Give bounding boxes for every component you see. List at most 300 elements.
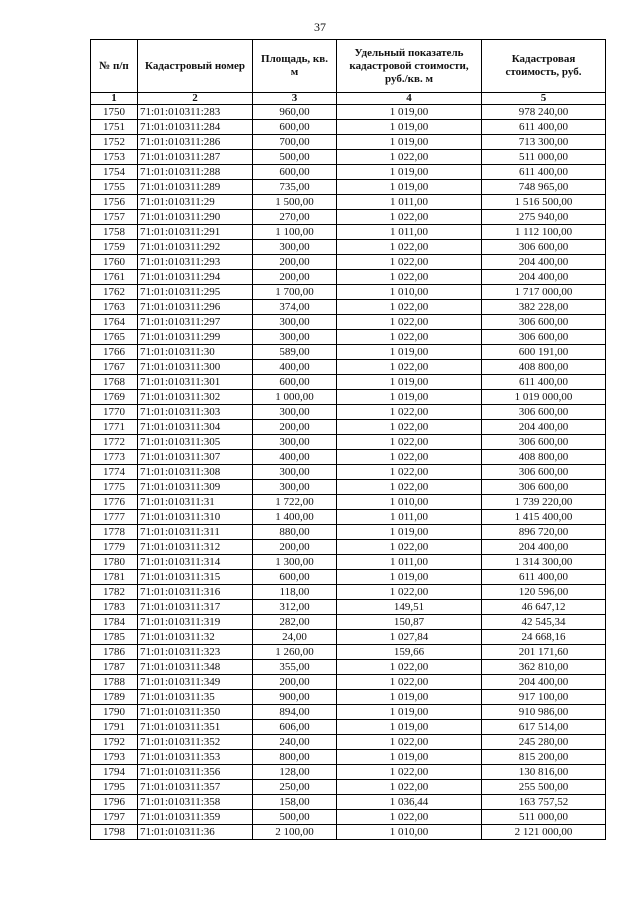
area-cell: 300,00 <box>253 480 337 495</box>
cadastral-number-cell: 71:01:010311:309 <box>138 480 253 495</box>
table-row <box>91 645 606 660</box>
area-cell: 270,00 <box>253 210 337 225</box>
row-number-cell: 1781 <box>91 570 138 585</box>
cadastral-number-cell: 71:01:010311:311 <box>138 525 253 540</box>
area-cell: 128,00 <box>253 765 337 780</box>
area-cell: 400,00 <box>253 450 337 465</box>
area-cell: 300,00 <box>253 435 337 450</box>
table-row <box>91 765 606 780</box>
cadastral-number-cell: 71:01:010311:351 <box>138 720 253 735</box>
cadastral-value-cell: 910 986,00 <box>482 705 606 720</box>
cadastral-number-cell: 71:01:010311:305 <box>138 435 253 450</box>
unit-value-cell: 1 011,00 <box>337 225 482 240</box>
row-number-cell: 1787 <box>91 660 138 675</box>
cadastral-value-cell: 306 600,00 <box>482 330 606 345</box>
table-row <box>91 105 606 120</box>
row-number-cell: 1772 <box>91 435 138 450</box>
area-cell: 355,00 <box>253 660 337 675</box>
cadastral-value-cell: 2 121 000,00 <box>482 825 606 840</box>
row-number-cell: 1786 <box>91 645 138 660</box>
area-cell: 374,00 <box>253 300 337 315</box>
unit-value-cell: 1 022,00 <box>337 810 482 825</box>
area-cell: 960,00 <box>253 105 337 120</box>
unit-value-cell: 1 019,00 <box>337 120 482 135</box>
cadastral-value-cell: 201 171,60 <box>482 645 606 660</box>
row-number-cell: 1753 <box>91 150 138 165</box>
row-number-cell: 1778 <box>91 525 138 540</box>
area-cell: 300,00 <box>253 330 337 345</box>
area-cell: 600,00 <box>253 165 337 180</box>
row-number-cell: 1769 <box>91 390 138 405</box>
area-cell: 200,00 <box>253 255 337 270</box>
cadastral-number-cell: 71:01:010311:315 <box>138 570 253 585</box>
area-cell: 600,00 <box>253 120 337 135</box>
row-number-cell: 1770 <box>91 405 138 420</box>
unit-value-cell: 1 019,00 <box>337 525 482 540</box>
row-number-cell: 1798 <box>91 825 138 840</box>
table-header-row <box>91 40 606 93</box>
cadastral-value-cell: 204 400,00 <box>482 675 606 690</box>
row-number-cell: 1790 <box>91 705 138 720</box>
index-cell: 3 <box>253 93 337 105</box>
row-number-cell: 1788 <box>91 675 138 690</box>
area-cell: 600,00 <box>253 570 337 585</box>
row-number-cell: 1766 <box>91 345 138 360</box>
unit-value-cell: 1 019,00 <box>337 390 482 405</box>
table-row <box>91 240 606 255</box>
cadastral-number-cell: 71:01:010311:304 <box>138 420 253 435</box>
table-row <box>91 360 606 375</box>
area-cell: 200,00 <box>253 420 337 435</box>
cadastral-value-cell: 1 019 000,00 <box>482 390 606 405</box>
row-number-cell: 1754 <box>91 165 138 180</box>
cadastral-number-cell: 71:01:010311:289 <box>138 180 253 195</box>
table-row <box>91 600 606 615</box>
table-row <box>91 585 606 600</box>
cadastral-value-cell: 24 668,16 <box>482 630 606 645</box>
cadastral-number-cell: 71:01:010311:291 <box>138 225 253 240</box>
unit-value-cell: 1 019,00 <box>337 180 482 195</box>
row-number-cell: 1783 <box>91 600 138 615</box>
unit-value-cell: 1 022,00 <box>337 480 482 495</box>
cadastral-number-cell: 71:01:010311:32 <box>138 630 253 645</box>
table-row <box>91 195 606 210</box>
area-cell: 500,00 <box>253 150 337 165</box>
area-cell: 400,00 <box>253 360 337 375</box>
area-cell: 500,00 <box>253 810 337 825</box>
row-number-cell: 1789 <box>91 690 138 705</box>
unit-value-cell: 159,66 <box>337 645 482 660</box>
cadastral-value-cell: 1 717 000,00 <box>482 285 606 300</box>
cadastral-value-cell: 46 647,12 <box>482 600 606 615</box>
cadastral-number-cell: 71:01:010311:301 <box>138 375 253 390</box>
unit-value-cell: 1 022,00 <box>337 420 482 435</box>
row-number-cell: 1779 <box>91 540 138 555</box>
row-number-cell: 1761 <box>91 270 138 285</box>
unit-value-cell: 1 027,84 <box>337 630 482 645</box>
row-number-cell: 1782 <box>91 585 138 600</box>
table-row <box>91 150 606 165</box>
area-cell: 200,00 <box>253 540 337 555</box>
cadastral-number-cell: 71:01:010311:293 <box>138 255 253 270</box>
cadastral-number-cell: 71:01:010311:303 <box>138 405 253 420</box>
cadastral-number-cell: 71:01:010311:356 <box>138 765 253 780</box>
row-number-cell: 1791 <box>91 720 138 735</box>
unit-value-cell: 1 010,00 <box>337 495 482 510</box>
unit-value-cell: 1 022,00 <box>337 765 482 780</box>
cadastral-value-cell: 1 739 220,00 <box>482 495 606 510</box>
table-row <box>91 420 606 435</box>
cadastral-number-cell: 71:01:010311:353 <box>138 750 253 765</box>
cadastral-value-cell: 600 191,00 <box>482 345 606 360</box>
area-cell: 880,00 <box>253 525 337 540</box>
unit-value-cell: 1 022,00 <box>337 435 482 450</box>
area-cell: 1 300,00 <box>253 555 337 570</box>
cadastral-value-cell: 306 600,00 <box>482 435 606 450</box>
area-cell: 894,00 <box>253 705 337 720</box>
row-number-cell: 1757 <box>91 210 138 225</box>
unit-value-cell: 1 010,00 <box>337 285 482 300</box>
row-number-cell: 1775 <box>91 480 138 495</box>
table-row <box>91 405 606 420</box>
cadastral-number-cell: 71:01:010311:294 <box>138 270 253 285</box>
table-row <box>91 375 606 390</box>
row-number-cell: 1759 <box>91 240 138 255</box>
table-row <box>91 165 606 180</box>
cadastral-number-cell: 71:01:010311:299 <box>138 330 253 345</box>
row-number-cell: 1764 <box>91 315 138 330</box>
cadastral-value-cell: 408 800,00 <box>482 450 606 465</box>
row-number-cell: 1773 <box>91 450 138 465</box>
unit-value-cell: 1 022,00 <box>337 585 482 600</box>
unit-value-cell: 1 022,00 <box>337 405 482 420</box>
row-number-cell: 1785 <box>91 630 138 645</box>
cadastral-number-cell: 71:01:010311:284 <box>138 120 253 135</box>
row-number-cell: 1784 <box>91 615 138 630</box>
cadastral-value-cell: 130 816,00 <box>482 765 606 780</box>
unit-value-cell: 1 019,00 <box>337 105 482 120</box>
unit-value-cell: 1 022,00 <box>337 540 482 555</box>
row-number-cell: 1768 <box>91 375 138 390</box>
cadastral-value-cell: 204 400,00 <box>482 270 606 285</box>
row-number-cell: 1795 <box>91 780 138 795</box>
area-cell: 300,00 <box>253 465 337 480</box>
cadastral-number-cell: 71:01:010311:350 <box>138 705 253 720</box>
index-cell: 5 <box>482 93 606 105</box>
area-cell: 1 260,00 <box>253 645 337 660</box>
table-row <box>91 810 606 825</box>
table-row <box>91 825 606 840</box>
unit-value-cell: 1 019,00 <box>337 165 482 180</box>
unit-value-cell: 149,51 <box>337 600 482 615</box>
cadastral-number-cell: 71:01:010311:302 <box>138 390 253 405</box>
unit-value-cell: 1 022,00 <box>337 780 482 795</box>
cadastral-number-cell: 71:01:010311:308 <box>138 465 253 480</box>
table-row <box>91 330 606 345</box>
unit-value-cell: 1 022,00 <box>337 735 482 750</box>
area-cell: 158,00 <box>253 795 337 810</box>
cadastral-number-cell: 71:01:010311:312 <box>138 540 253 555</box>
cadastral-number-cell: 71:01:010311:296 <box>138 300 253 315</box>
row-number-cell: 1792 <box>91 735 138 750</box>
unit-value-cell: 1 019,00 <box>337 345 482 360</box>
table-row <box>91 555 606 570</box>
cadastral-number-cell: 71:01:010311:290 <box>138 210 253 225</box>
cadastral-value-cell: 306 600,00 <box>482 405 606 420</box>
index-cell: 2 <box>138 93 253 105</box>
row-number-cell: 1750 <box>91 105 138 120</box>
table-row <box>91 270 606 285</box>
cadastral-value-cell: 1 415 400,00 <box>482 510 606 525</box>
area-cell: 240,00 <box>253 735 337 750</box>
table-row <box>91 615 606 630</box>
table-row <box>91 180 606 195</box>
unit-value-cell: 1 011,00 <box>337 195 482 210</box>
unit-value-cell: 1 011,00 <box>337 510 482 525</box>
table-row <box>91 480 606 495</box>
cadastral-value-cell: 511 000,00 <box>482 150 606 165</box>
table-row <box>91 510 606 525</box>
area-cell: 735,00 <box>253 180 337 195</box>
header-row-number: № п/п <box>91 40 138 93</box>
area-cell: 1 100,00 <box>253 225 337 240</box>
area-cell: 2 100,00 <box>253 825 337 840</box>
area-cell: 24,00 <box>253 630 337 645</box>
row-number-cell: 1780 <box>91 555 138 570</box>
cadastral-number-cell: 71:01:010311:287 <box>138 150 253 165</box>
cadastral-number-cell: 71:01:010311:288 <box>138 165 253 180</box>
cadastral-number-cell: 71:01:010311:359 <box>138 810 253 825</box>
cadastral-value-cell: 617 514,00 <box>482 720 606 735</box>
table-row <box>91 690 606 705</box>
index-cell: 4 <box>337 93 482 105</box>
cadastral-value-cell: 306 600,00 <box>482 240 606 255</box>
area-cell: 606,00 <box>253 720 337 735</box>
area-cell: 600,00 <box>253 375 337 390</box>
unit-value-cell: 1 019,00 <box>337 750 482 765</box>
cadastral-number-cell: 71:01:010311:307 <box>138 450 253 465</box>
area-cell: 200,00 <box>253 270 337 285</box>
cadastral-number-cell: 71:01:010311:286 <box>138 135 253 150</box>
cadastral-number-cell: 71:01:010311:319 <box>138 615 253 630</box>
cadastral-value-table <box>90 39 606 840</box>
unit-value-cell: 1 019,00 <box>337 570 482 585</box>
row-number-cell: 1763 <box>91 300 138 315</box>
unit-value-cell: 1 022,00 <box>337 270 482 285</box>
table-row <box>91 345 606 360</box>
row-number-cell: 1793 <box>91 750 138 765</box>
area-cell: 1 000,00 <box>253 390 337 405</box>
unit-value-cell: 1 019,00 <box>337 720 482 735</box>
table-row <box>91 780 606 795</box>
table-row <box>91 285 606 300</box>
cadastral-value-cell: 382 228,00 <box>482 300 606 315</box>
cadastral-number-cell: 71:01:010311:31 <box>138 495 253 510</box>
cadastral-number-cell: 71:01:010311:283 <box>138 105 253 120</box>
cadastral-number-cell: 71:01:010311:35 <box>138 690 253 705</box>
cadastral-value-cell: 896 720,00 <box>482 525 606 540</box>
table-row <box>91 795 606 810</box>
row-number-cell: 1776 <box>91 495 138 510</box>
cadastral-value-cell: 245 280,00 <box>482 735 606 750</box>
unit-value-cell: 150,87 <box>337 615 482 630</box>
area-cell: 300,00 <box>253 405 337 420</box>
cadastral-number-cell: 71:01:010311:317 <box>138 600 253 615</box>
cadastral-value-cell: 42 545,34 <box>482 615 606 630</box>
area-cell: 200,00 <box>253 675 337 690</box>
table-row <box>91 465 606 480</box>
unit-value-cell: 1 022,00 <box>337 330 482 345</box>
row-number-cell: 1774 <box>91 465 138 480</box>
cadastral-number-cell: 71:01:010311:323 <box>138 645 253 660</box>
table-row <box>91 570 606 585</box>
row-number-cell: 1777 <box>91 510 138 525</box>
unit-value-cell: 1 022,00 <box>337 255 482 270</box>
unit-value-cell: 1 022,00 <box>337 675 482 690</box>
unit-value-cell: 1 019,00 <box>337 690 482 705</box>
table-row <box>91 120 606 135</box>
unit-value-cell: 1 022,00 <box>337 300 482 315</box>
cadastral-value-cell: 255 500,00 <box>482 780 606 795</box>
area-cell: 250,00 <box>253 780 337 795</box>
row-number-cell: 1758 <box>91 225 138 240</box>
cadastral-value-cell: 713 300,00 <box>482 135 606 150</box>
row-number-cell: 1760 <box>91 255 138 270</box>
unit-value-cell: 1 011,00 <box>337 555 482 570</box>
unit-value-cell: 1 010,00 <box>337 825 482 840</box>
table-row <box>91 525 606 540</box>
table-row <box>91 390 606 405</box>
area-cell: 300,00 <box>253 240 337 255</box>
table-index-row <box>91 93 606 105</box>
cadastral-number-cell: 71:01:010311:358 <box>138 795 253 810</box>
unit-value-cell: 1 022,00 <box>337 465 482 480</box>
cadastral-number-cell: 71:01:010311:314 <box>138 555 253 570</box>
unit-value-cell: 1 022,00 <box>337 210 482 225</box>
table-row <box>91 450 606 465</box>
cadastral-value-cell: 611 400,00 <box>482 375 606 390</box>
cadastral-number-cell: 71:01:010311:29 <box>138 195 253 210</box>
area-cell: 118,00 <box>253 585 337 600</box>
page-number: 37 <box>314 20 326 34</box>
table-row <box>91 540 606 555</box>
cadastral-number-cell: 71:01:010311:36 <box>138 825 253 840</box>
table-row <box>91 435 606 450</box>
table-row <box>91 750 606 765</box>
cadastral-number-cell: 71:01:010311:357 <box>138 780 253 795</box>
cadastral-value-cell: 306 600,00 <box>482 480 606 495</box>
area-cell: 1 722,00 <box>253 495 337 510</box>
cadastral-number-cell: 71:01:010311:348 <box>138 660 253 675</box>
index-cell: 1 <box>91 93 138 105</box>
area-cell: 900,00 <box>253 690 337 705</box>
area-cell: 282,00 <box>253 615 337 630</box>
table-row <box>91 630 606 645</box>
cadastral-value-cell: 611 400,00 <box>482 120 606 135</box>
row-number-cell: 1771 <box>91 420 138 435</box>
unit-value-cell: 1 019,00 <box>337 375 482 390</box>
header-unit-value: Удельный показатель кадастровой стоимости, руб./кв. м <box>337 40 482 93</box>
cadastral-value-cell: 204 400,00 <box>482 255 606 270</box>
table-row <box>91 705 606 720</box>
table-row <box>91 315 606 330</box>
cadastral-value-cell: 163 757,52 <box>482 795 606 810</box>
cadastral-number-cell: 71:01:010311:30 <box>138 345 253 360</box>
cadastral-value-cell: 978 240,00 <box>482 105 606 120</box>
cadastral-value-cell: 306 600,00 <box>482 315 606 330</box>
header-cadastral-value: Кадастровая стоимость, руб. <box>482 40 606 93</box>
unit-value-cell: 1 022,00 <box>337 150 482 165</box>
cadastral-value-cell: 1 314 300,00 <box>482 555 606 570</box>
unit-value-cell: 1 022,00 <box>337 660 482 675</box>
cadastral-value-cell: 204 400,00 <box>482 420 606 435</box>
cadastral-value-cell: 1 112 100,00 <box>482 225 606 240</box>
row-number-cell: 1765 <box>91 330 138 345</box>
area-cell: 700,00 <box>253 135 337 150</box>
cadastral-value-cell: 306 600,00 <box>482 465 606 480</box>
cadastral-number-cell: 71:01:010311:292 <box>138 240 253 255</box>
table-row <box>91 135 606 150</box>
row-number-cell: 1796 <box>91 795 138 810</box>
table-row <box>91 225 606 240</box>
row-number-cell: 1794 <box>91 765 138 780</box>
cadastral-value-cell: 611 400,00 <box>482 165 606 180</box>
row-number-cell: 1756 <box>91 195 138 210</box>
unit-value-cell: 1 022,00 <box>337 315 482 330</box>
area-cell: 312,00 <box>253 600 337 615</box>
row-number-cell: 1751 <box>91 120 138 135</box>
row-number-cell: 1797 <box>91 810 138 825</box>
unit-value-cell: 1 022,00 <box>337 450 482 465</box>
cadastral-number-cell: 71:01:010311:310 <box>138 510 253 525</box>
cadastral-value-cell: 815 200,00 <box>482 750 606 765</box>
area-cell: 1 400,00 <box>253 510 337 525</box>
table-row <box>91 210 606 225</box>
cadastral-value-cell: 1 516 500,00 <box>482 195 606 210</box>
cadastral-number-cell: 71:01:010311:300 <box>138 360 253 375</box>
cadastral-value-cell: 204 400,00 <box>482 540 606 555</box>
table-row <box>91 495 606 510</box>
header-area: Площадь, кв. м <box>253 40 337 93</box>
cadastral-number-cell: 71:01:010311:295 <box>138 285 253 300</box>
row-number-cell: 1755 <box>91 180 138 195</box>
cadastral-value-cell: 917 100,00 <box>482 690 606 705</box>
cadastral-value-cell: 611 400,00 <box>482 570 606 585</box>
area-cell: 589,00 <box>253 345 337 360</box>
cadastral-number-cell: 71:01:010311:297 <box>138 315 253 330</box>
unit-value-cell: 1 022,00 <box>337 360 482 375</box>
row-number-cell: 1762 <box>91 285 138 300</box>
table-body <box>91 105 606 840</box>
table-row <box>91 675 606 690</box>
table-row <box>91 300 606 315</box>
cadastral-number-cell: 71:01:010311:316 <box>138 585 253 600</box>
unit-value-cell: 1 036,44 <box>337 795 482 810</box>
unit-value-cell: 1 019,00 <box>337 135 482 150</box>
row-number-cell: 1752 <box>91 135 138 150</box>
area-cell: 1 500,00 <box>253 195 337 210</box>
table-row <box>91 735 606 750</box>
unit-value-cell: 1 022,00 <box>337 240 482 255</box>
cadastral-number-cell: 71:01:010311:352 <box>138 735 253 750</box>
cadastral-value-cell: 408 800,00 <box>482 360 606 375</box>
cadastral-number-cell: 71:01:010311:349 <box>138 675 253 690</box>
cadastral-value-cell: 120 596,00 <box>482 585 606 600</box>
cadastral-value-cell: 748 965,00 <box>482 180 606 195</box>
row-number-cell: 1767 <box>91 360 138 375</box>
area-cell: 300,00 <box>253 315 337 330</box>
cadastral-value-cell: 362 810,00 <box>482 660 606 675</box>
